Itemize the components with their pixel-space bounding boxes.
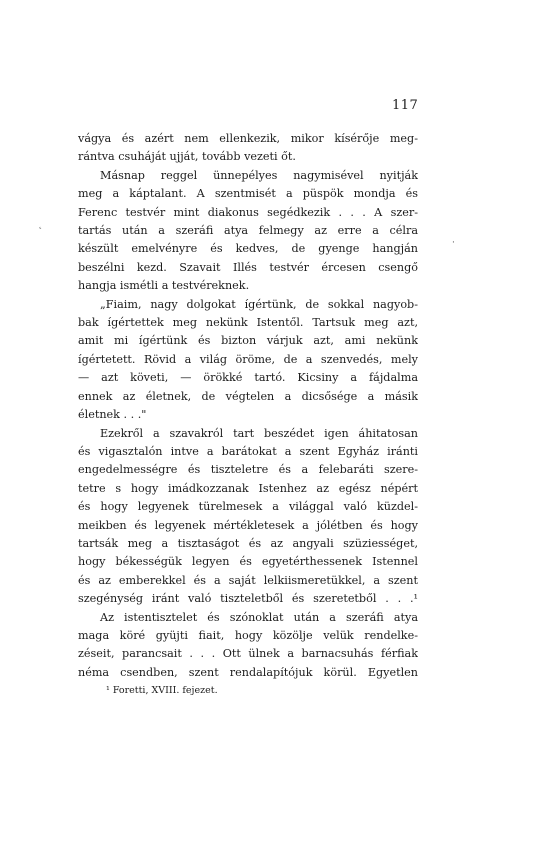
footnote: ¹ Foretti, XVIII. fejezet. bbox=[106, 685, 218, 696]
text-line: hogy békességük legyen és egyetérthessenek Istennel bbox=[78, 555, 418, 569]
text-line: engedelmességre és tiszteletre és a felebaráti szere- bbox=[78, 463, 418, 477]
text-line: vágya és azért nem ellenkezik, mikor kísérője meg- bbox=[78, 132, 418, 145]
text-line: beszélni kezd. Szavait Illés testvér ércesen csengő bbox=[78, 260, 418, 274]
text-line: ígértetett. Rövid a világ öröme, de a szenvedés, mely bbox=[78, 352, 418, 366]
text-line: rántva csuháját ujját, tovább vezeti őt. bbox=[78, 150, 296, 164]
text-line: maga köré gyüjti fiait, hogy közölje velük rendelke- bbox=[78, 628, 418, 642]
text-line: meikben és legyenek mértékletesek a jólétben és hogy bbox=[78, 518, 418, 532]
text-line: szegénység iránt való tiszteletből és szeretetből . . .¹ bbox=[78, 592, 418, 606]
text-line: Ezekről a szavakról tart beszédet igen áhitatosan bbox=[100, 426, 418, 440]
margin-mark-left: ˛ bbox=[38, 220, 43, 230]
text-line: Az istentisztelet és szónoklat után a szeráfi atya bbox=[100, 610, 418, 624]
text-line: — azt követi, — örökké tartó. Kicsiny a fájdalma bbox=[78, 371, 418, 385]
text-line: „Fiaim, nagy dolgokat ígértünk, de sokkal nagyob- bbox=[100, 297, 418, 311]
text-line: bak ígértettek meg nekünk Istentől. Tartsuk meg azt, bbox=[78, 316, 418, 330]
text-line: és az emberekkel és a saját lelkiismeretükkel, a szent bbox=[78, 573, 418, 587]
text-line: zéseit, parancsait . . . Ott ülnek a barnacsuhás férfiak bbox=[78, 647, 418, 661]
text-line: Ferenc testvér mint diakonus segédkezik . . . A szer- bbox=[78, 205, 418, 219]
text-line: néma csendben, szent rendalapítójuk körül. Egyetlen bbox=[78, 665, 418, 679]
text-line: tartás után a szeráfi atya felmegy az erre a célra bbox=[78, 224, 418, 238]
text-line: tetre s hogy imádkozzanak Istenhez az egész népért bbox=[78, 481, 418, 495]
text-line: életnek . . ." bbox=[78, 408, 147, 422]
text-line: készült emelvényre és kedves, de gyenge hangján bbox=[78, 242, 418, 256]
page-number: 117 bbox=[392, 98, 419, 113]
margin-mark-right: · bbox=[452, 238, 455, 248]
text-line: tartsák meg a tisztaságot és az angyali szüziességet, bbox=[78, 536, 418, 550]
text-line: hangja ismétli a testvéreknek. bbox=[78, 279, 250, 293]
body-text bbox=[78, 130, 418, 682]
text-line: meg a káptalant. A szentmisét a püspök mondja és bbox=[78, 187, 418, 201]
text-line: és hogy legyenek türelmesek a világgal való küzdel- bbox=[78, 500, 418, 514]
text-line: és vigasztalón intve a barátokat a szent Egyház iránti bbox=[78, 444, 418, 458]
text-line: ennek az életnek, de végtelen a dicsősége a másik bbox=[78, 389, 418, 403]
text-line: Másnap reggel ünnepélyes nagymisével nyitják bbox=[100, 168, 418, 182]
text-line: amit mi ígértünk és bizton várjuk azt, ami nekünk bbox=[78, 334, 418, 348]
